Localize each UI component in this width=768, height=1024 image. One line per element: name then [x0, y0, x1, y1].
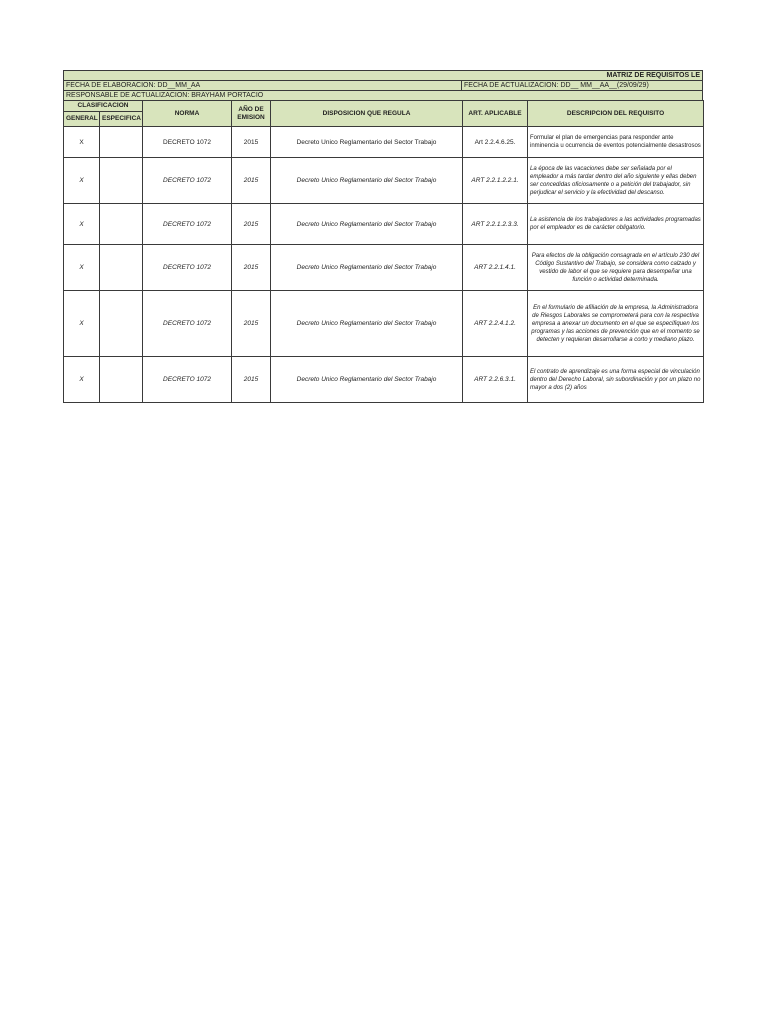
sheet-title-row — [63, 70, 703, 80]
dates-row — [63, 80, 703, 90]
cell-anio: 2015 — [232, 245, 271, 291]
cell-especifica — [100, 204, 143, 245]
sheet-title: MATRIZ DE REQUISITOS LE — [606, 72, 700, 79]
cell-general: X — [64, 291, 100, 357]
cell-general: X — [64, 127, 100, 158]
table-row — [64, 204, 704, 245]
cell-descripcion: En el formulario de afiliación de la empresa, la Administradora de Riesgos Laborales se comprometerá para con la respectiva empresa a anexar un documento en el que se especifiquen los programas y las acciones de prevención que en el momento se detecten y requieran desarrollarse a corto y mediano plazo. — [528, 291, 704, 357]
cell-norma: DECRETO 1072 — [143, 127, 232, 158]
cell-especifica — [100, 127, 143, 158]
cell-art: ART 2.2.1.2.3.3. — [463, 204, 528, 245]
cell-especifica — [100, 245, 143, 291]
col-art: ART. APLICABLE — [463, 101, 528, 127]
cell-art: ART 2.2.6.3.1. — [463, 357, 528, 403]
fecha-actualizacion: FECHA DE ACTUALIZACION: DD__ MM__AA__(29/09/29) — [464, 82, 649, 89]
cell-descripcion: Para efectos de la obligación consagrada en el artículo 230 del Código Sustantivo del Trabajo, se considera como calzado y vestido de labor el que se requiere para desempeñar una función o actividad determinada. — [528, 245, 704, 291]
cell-general: X — [64, 204, 100, 245]
col-especifica: ESPECIFICA — [100, 112, 143, 127]
cell-art: ART 2.2.1.2.2.1. — [463, 158, 528, 204]
cell-norma: DECRETO 1072 — [143, 245, 232, 291]
cell-especifica — [100, 158, 143, 204]
cell-disposicion: Decreto Unico Reglamentario del Sector Trabajo — [271, 158, 463, 204]
col-general: GENERAL — [64, 112, 100, 127]
cell-disposicion: Decreto Unico Reglamentario del Sector Trabajo — [271, 127, 463, 158]
cell-norma: DECRETO 1072 — [143, 357, 232, 403]
cell-art: ART 2.2.1.4.1. — [463, 245, 528, 291]
cell-norma: DECRETO 1072 — [143, 204, 232, 245]
cell-general: X — [64, 357, 100, 403]
col-anio: AÑO DE EMISION — [232, 101, 271, 127]
cell-anio: 2015 — [232, 204, 271, 245]
responsable: RESPONSABLE DE ACTUALIZACION: BRAYHAM PORTACIO — [66, 92, 264, 99]
table-row — [64, 357, 704, 403]
col-clasificacion: CLASIFICACION — [64, 101, 143, 112]
cell-disposicion: Decreto Unico Reglamentario del Sector Trabajo — [271, 204, 463, 245]
cell-especifica — [100, 357, 143, 403]
cell-art: Art 2.2.4.6.25. — [463, 127, 528, 158]
cell-especifica — [100, 291, 143, 357]
requirements-table — [63, 100, 704, 403]
responsable-row — [63, 90, 703, 100]
cell-disposicion: Decreto Unico Reglamentario del Sector Trabajo — [271, 357, 463, 403]
cell-general: X — [64, 245, 100, 291]
table-row — [64, 158, 704, 204]
table-row — [64, 127, 704, 158]
cell-disposicion: Decreto Unico Reglamentario del Sector Trabajo — [271, 291, 463, 357]
cell-general: X — [64, 158, 100, 204]
col-descripcion: DESCRIPCION DEL REQUISITO — [528, 101, 704, 127]
cell-descripcion: Formular el plan de emergencias para responder ante inminencia u ocurrencia de eventos potencialmente desastrosos — [528, 127, 704, 158]
fecha-elaboracion: FECHA DE ELABORACION: DD__MM_AA — [64, 81, 462, 90]
cell-descripcion: La época de las vacaciones debe ser señalada por el empleador a más tardar dentro del año siguiente y ellas deben ser concedidas oficiosamente o a petición del trabajador, sin perjudicar el servicio y la efectividad del descanso. — [528, 158, 704, 204]
cell-descripcion: La asistencia de los trabajadores a las actividades programadas por el empleador es de carácter obligatorio. — [528, 204, 704, 245]
cell-art: ART 2.2.4.1.2. — [463, 291, 528, 357]
cell-norma: DECRETO 1072 — [143, 291, 232, 357]
table-row — [64, 245, 704, 291]
cell-anio: 2015 — [232, 158, 271, 204]
col-disposicion: DISPOSICION QUE REGULA — [271, 101, 463, 127]
cell-anio: 2015 — [232, 357, 271, 403]
cell-disposicion: Decreto Unico Reglamentario del Sector Trabajo — [271, 245, 463, 291]
col-norma: NORMA — [143, 101, 232, 127]
cell-anio: 2015 — [232, 291, 271, 357]
cell-descripcion: El contrato de aprendizaje es una forma especial de vinculación dentro del Derecho Laboral, sin subordinación y por un plazo no mayor a dos (2) años — [528, 357, 704, 403]
requirements-sheet — [63, 70, 703, 403]
table-row — [64, 291, 704, 357]
cell-norma: DECRETO 1072 — [143, 158, 232, 204]
cell-anio: 2015 — [232, 127, 271, 158]
